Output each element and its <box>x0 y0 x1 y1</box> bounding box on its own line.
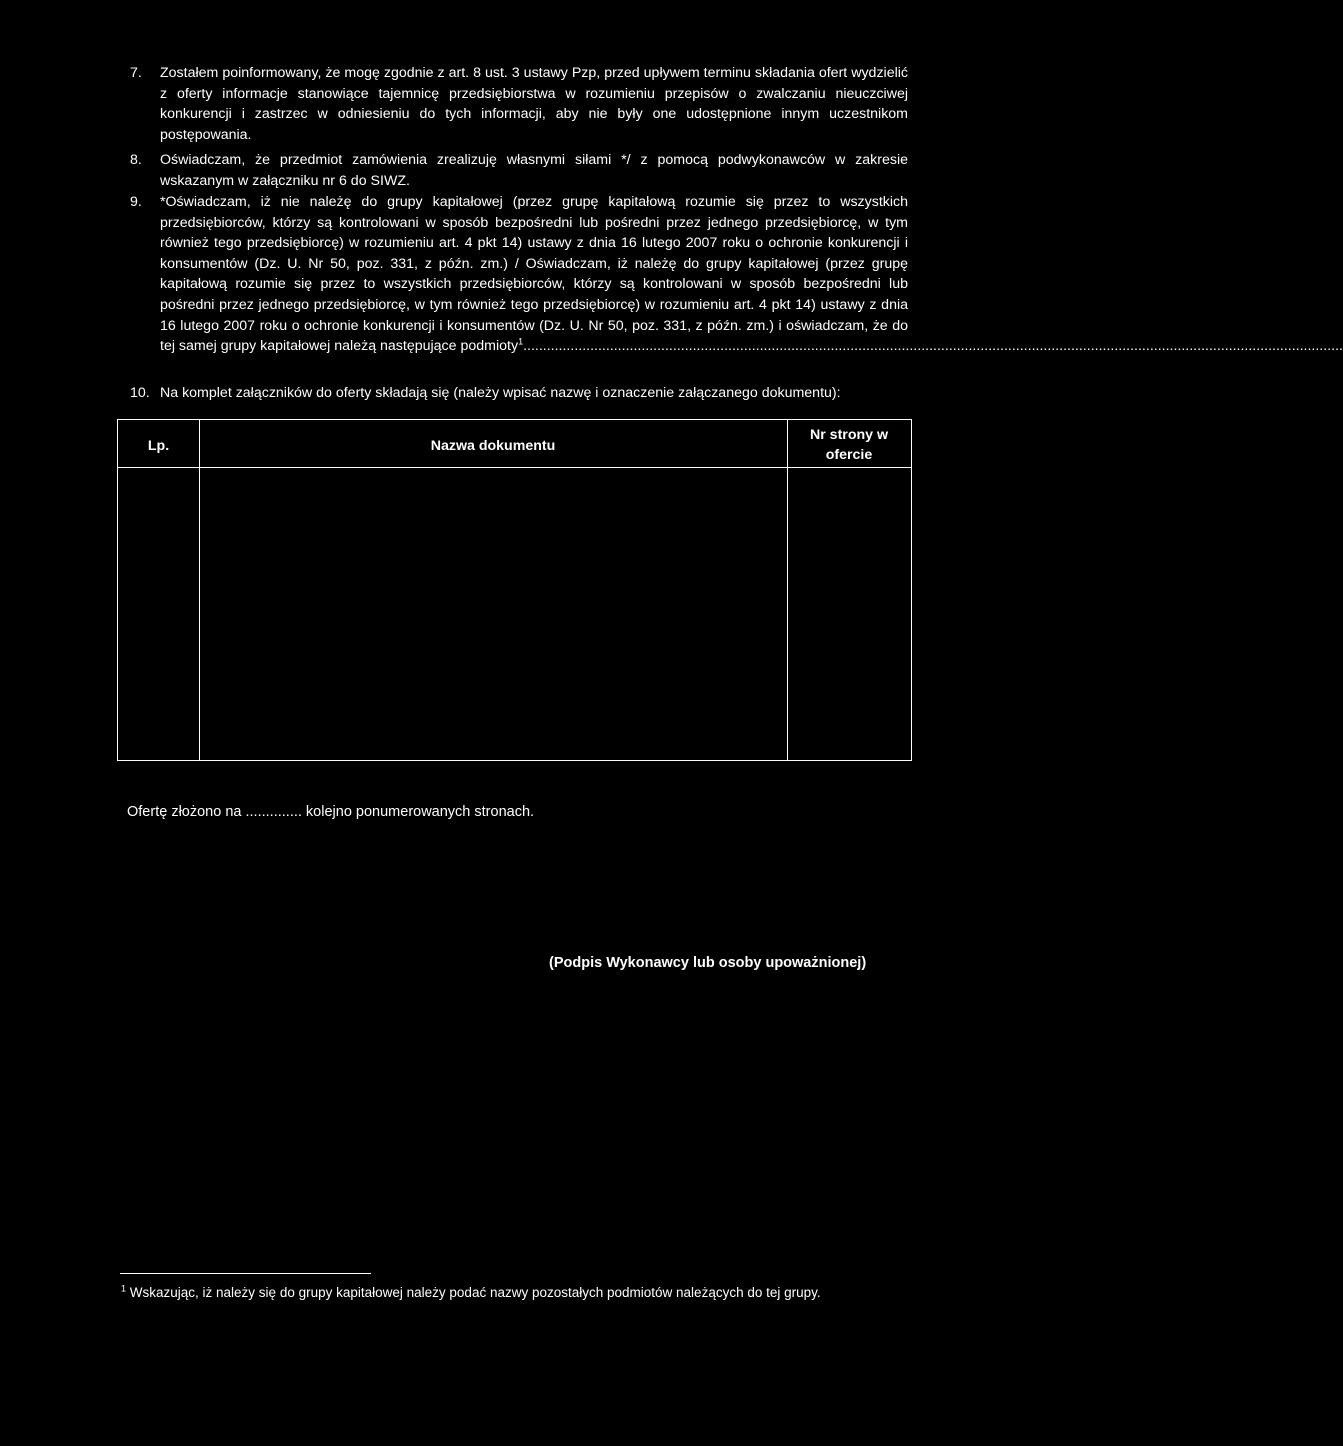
footnote-text: Wskazując, iż należy się do grupy kapitałowej należy podać nazwy pozostałych podmiotów należących do tej grupy. <box>126 1285 821 1300</box>
signature-label: (Podpis Wykonawcy lub osoby upoważnionej) <box>549 955 867 971</box>
footnote <box>121 1283 921 1303</box>
fill-in-dots: ................................................................................................................................................................................................................ <box>523 338 1343 355</box>
clause-9 <box>130 192 1343 357</box>
attachments-table <box>117 419 912 761</box>
clause-number: 9. <box>130 194 142 210</box>
footnote-mark: 1 <box>121 1283 127 1294</box>
page-count-field[interactable]: .............. <box>245 804 302 820</box>
clause-number: 8. <box>130 152 142 168</box>
column-header-lp: Lp. <box>147 438 170 454</box>
clause-number: 10. <box>130 385 150 401</box>
column-divider <box>199 420 200 760</box>
footnote-reference: 1 <box>518 336 524 347</box>
footnote-separator <box>120 1273 371 1274</box>
clause-text: Zostałem poinformowany, że mogę zgodnie z art. 8 ust. 3 ustawy Pzp, przed upływem terminu składania ofert wydzielić z oferty informacje stanowiące tajemnicę przedsiębiorstwa w rozumieniu przepisów o zwalczaniu nieuczciwej konkurencji i zastrzec w odniesieniu do tych informacji, aby nie były one udostępnione innym uczestnikom postępowania. <box>160 65 908 143</box>
header-divider <box>118 467 911 468</box>
column-divider <box>787 420 788 760</box>
clause-10 <box>130 383 908 404</box>
clause-text: Na komplet załączników do oferty składają się (należy wpisać nazwę i oznaczenie załączanego dokumentu): <box>160 385 841 401</box>
column-header-document-name: Nazwa dokumentu <box>430 438 556 454</box>
column-header-page-number: Nr strony w ofercie <box>809 427 889 463</box>
clause-main-text: *Oświadczam, iż nie należę do grupy kapitałowej (przez grupę kapitałową rozumie się przez to wszystkich przedsiębiorców, którzy są kontrolowani w sposób bezpośredni lub pośredni przez jednego przedsiębiorcę, w tym również tego przedsiębiorcę) w rozumieniu art. 4 pkt 14) ustawy z dnia 16 lutego 2007 roku o ochronie konkurencji i konsumentów (Dz. U. Nr 50, poz. 331, z późn. zm.) / Oświadczam, iż należę do grupy kapitałowej (przez grupę kapitałową rozumie się przez to wszystkich przedsiębiorców, którzy są kontrolowani w sposób bezpośredni lub pośredni przez jednego przedsiębiorcę, w tym również tego przedsiębiorcę) w rozumieniu art. 4 pkt 14) ustawy z dnia 16 lutego 2007 roku o ochronie konkurencji i konsumentów (Dz. U. Nr 50, poz. 331, z późn. zm.) i oświadczam, że do tej samej grupy kapitałowej należą następujące podmioty <box>160 194 908 355</box>
offer-line-prefix: Ofertę złożono na <box>127 804 246 820</box>
offer-line-suffix: kolejno ponumerowanych stronach. <box>301 804 535 820</box>
clause-text <box>160 192 1343 357</box>
offer-page-count-line <box>127 802 534 822</box>
clause-number: 7. <box>130 65 142 81</box>
clause-7 <box>130 63 908 145</box>
clause-8 <box>130 150 908 191</box>
clause-text: Oświadczam, że przedmiot zamówienia zrealizuję własnymi siłami */ z pomocą podwykonawców w zakresie wskazanym w załączniku nr 6 do SIWZ. <box>160 152 908 189</box>
